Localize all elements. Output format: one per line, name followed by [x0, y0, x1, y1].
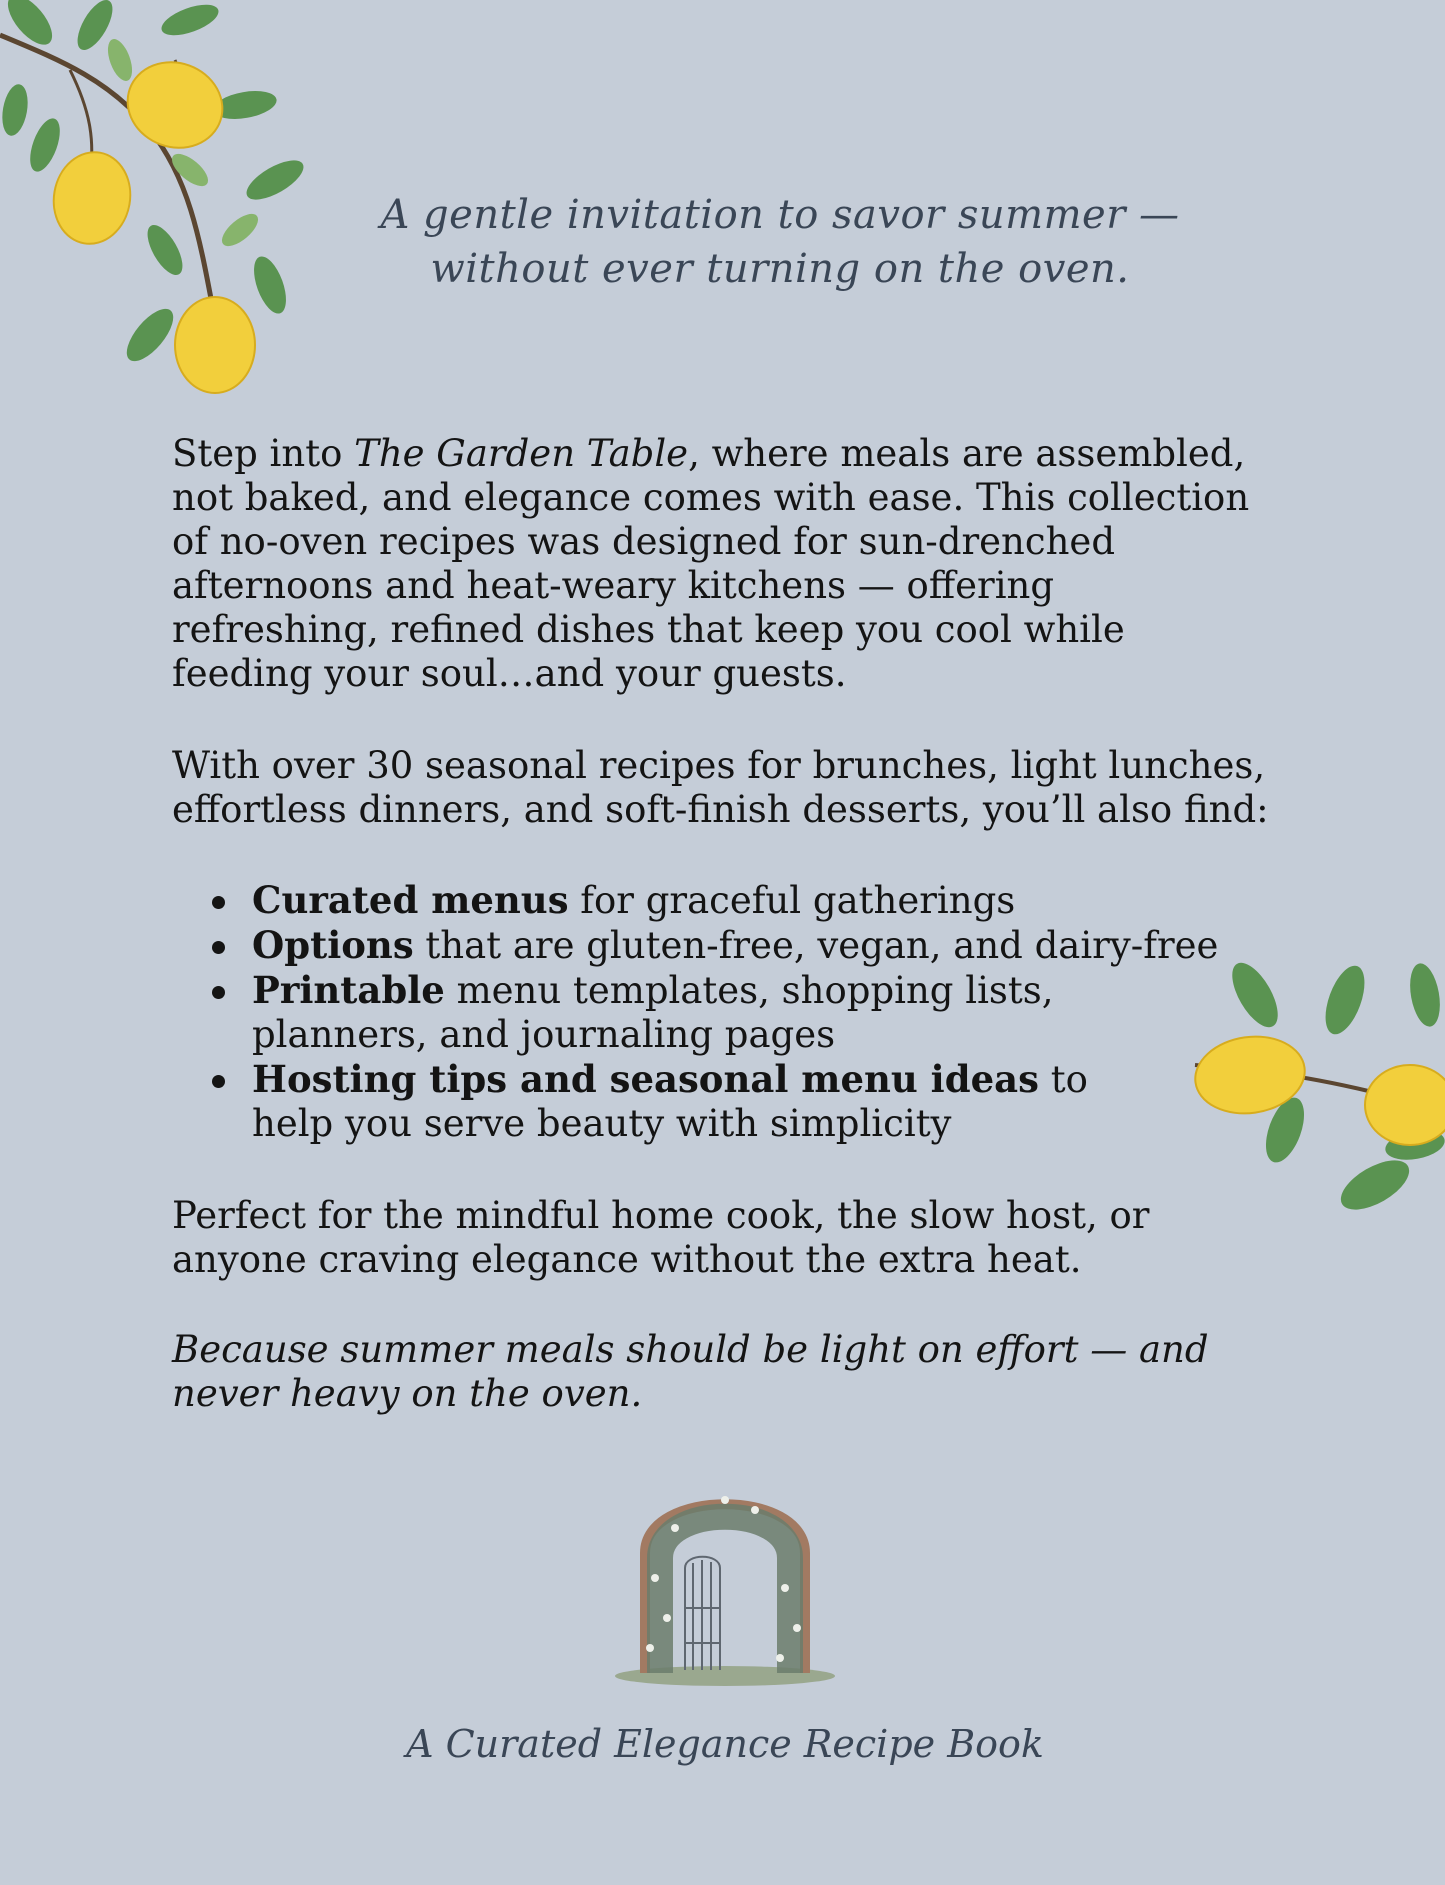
- features-list: [172, 878, 1302, 1146]
- intro-rest: , where meals are assembled, not baked, and elegance comes with ease. This collection of no-oven recipes was designed for sun-drenched afternoons and heat-weary kitchens — offering refreshing, refined dishes that keep you cool while feeding your soul…and your guests.: [172, 432, 1250, 695]
- lemon-branch-icon: [0, 0, 360, 410]
- closing-paragraph: Because summer meals should be light on effort — and never heavy on the oven.: [172, 1328, 1209, 1415]
- book-title: The Garden Table: [354, 432, 689, 475]
- intro-paragraph: [172, 432, 1272, 696]
- tagline-line-1: A gentle invitation to savor summer —: [380, 192, 1180, 238]
- tagline: [340, 188, 1220, 296]
- tagline-line-2: without ever turning on the oven.: [430, 246, 1130, 292]
- feature-bold: Options: [252, 923, 414, 967]
- feature-text: for graceful gatherings: [568, 879, 1016, 922]
- garden-arch-gate-icon: [605, 1458, 845, 1688]
- list-item: [252, 1057, 1132, 1146]
- recipes-intro-paragraph: With over 30 seasonal recipes for brunches, light lunches, effortless dinners, and soft-finish desserts, you’ll also find:: [172, 744, 1269, 831]
- list-item: [252, 923, 1252, 968]
- feature-bold: Printable: [252, 968, 445, 1012]
- intro-prefix: Step into: [172, 432, 355, 475]
- feature-text: that are gluten-free, vegan, and dairy-free: [413, 924, 1219, 967]
- audience-paragraph: Perfect for the mindful home cook, the slow host, or anyone craving elegance without the extra heat.: [172, 1194, 1150, 1281]
- feature-bold: Hosting tips and seasonal menu ideas: [252, 1057, 1039, 1101]
- feature-text: menu templates, shopping lists, planners, and journaling pages: [252, 969, 1054, 1056]
- feature-text: to help you serve beauty with simplicity: [252, 1058, 1088, 1145]
- description: [172, 432, 1302, 1416]
- list-item: [252, 878, 1252, 923]
- feature-bold: Curated menus: [252, 878, 569, 922]
- footer-title: A Curated Elegance Recipe Book: [406, 1722, 1044, 1766]
- list-item: [252, 968, 1072, 1057]
